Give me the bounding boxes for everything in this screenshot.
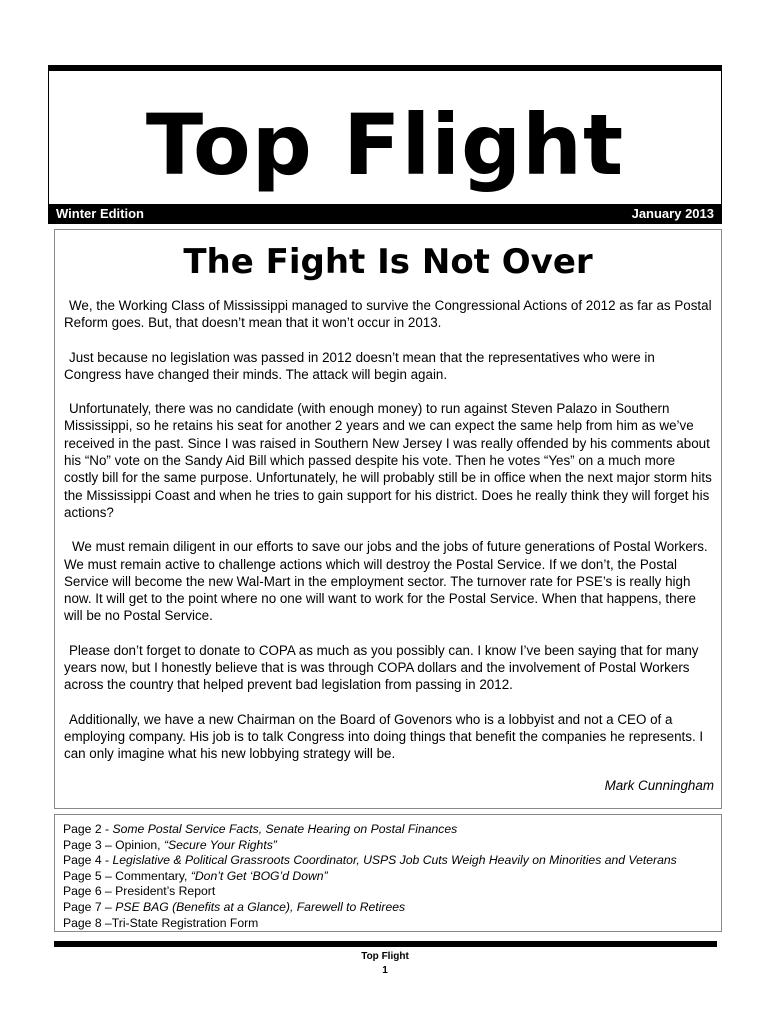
lead-article	[54, 229, 722, 809]
toc-article-title: “Don’t Get ‘BOG’d Down”	[190, 868, 328, 883]
toc-page-label: Page 2 -	[63, 822, 113, 836]
footer-divider	[54, 941, 717, 947]
edition-label: Winter Edition	[56, 206, 144, 221]
toc-entry	[63, 822, 677, 838]
toc-entry	[63, 916, 677, 932]
toc-entry	[63, 869, 677, 885]
footer-title: Top Flight	[361, 951, 409, 962]
article-paragraph: Just because no legislation was passed in 2012 doesn’t mean that the representatives who were in Congress have changed their minds. The attack will begin again.	[64, 349, 655, 382]
toc-page-label: Page 8 –Tri-State Registration Form	[63, 915, 259, 930]
article-body	[64, 297, 713, 780]
toc-page-label: Page 7 –	[63, 899, 116, 914]
toc-entry	[63, 853, 677, 869]
toc-entry	[63, 900, 677, 916]
article-paragraph: Additionally, we have a new Chairman on the Board of Govenors who is a lobbyist and not a CEO of a employing company. His job is to talk Congress into doing things that benefit the companies he represents. I can only imagine what his new lobbying strategy will be.	[64, 711, 704, 762]
toc-page-label: Page 5 – Commentary,	[63, 868, 191, 883]
article-paragraph: Unfortunately, there was no candidate (with enough money) to run against Steven Palazo in Southern Mississippi, so he retains his seat for another 2 years and we can expect the same help from him as we’ve received in the past. Since I was raised in Southern New Jersey I was really offended by his comments about his “No” vote on the Sandy Aid Bill which passed despite his vote. Then he votes “Yes” on a much more costly bill for the same purpose. Unfortunately, he will probably still be in office when the next major storm hits the Mississippi Coast and when he tries to gain support for his district. Does he really think they will forget his actions?	[64, 401, 712, 520]
article-paragraph: We, the Working Class of Mississippi managed to survive the Congressional Actions of 2012 as far as Postal Reform goes. But, that doesn’t mean that it won’t occur in 2013.	[64, 298, 712, 331]
table-of-contents	[54, 814, 722, 932]
newsletter-title: Top Flight	[145, 96, 625, 194]
author-signature: Mark Cunningham	[604, 778, 714, 793]
toc-entry	[63, 884, 677, 900]
toc-article-title: Some Postal Service Facts, Senate Hearing on Postal Finances	[112, 822, 458, 836]
toc-list	[63, 822, 677, 931]
toc-article-title: PSE BAG (Benefits at a Glance), Farewell to Retirees	[115, 899, 406, 914]
edition-bar	[49, 204, 721, 223]
toc-page-label: Page 6 – President’s Report	[63, 884, 216, 899]
page-number: 1	[382, 965, 388, 976]
issue-date: January 2013	[631, 206, 714, 221]
masthead	[48, 65, 722, 224]
toc-article-title: “Secure Your Rights”	[163, 837, 277, 852]
toc-entry	[63, 838, 677, 854]
article-paragraph: Please don’t forget to donate to COPA as much as you possibly can. I know I’ve been saying that for many years now, but I honestly believe that is was through COPA dollars and the involvement of Postal Workers across the country that helped prevent bad legislation from passing in 2012.	[64, 642, 699, 693]
toc-article-title: Legislative & Political Grassroots Coordinator, USPS Job Cuts Weigh Heavily on Minorities and Veterans	[112, 853, 677, 868]
article-headline: The Fight Is Not Over	[183, 242, 593, 282]
toc-page-label: Page 3 – Opinion,	[63, 837, 164, 852]
article-paragraph: We must remain diligent in our efforts to save our jobs and the jobs of future generations of Postal Workers. We must remain active to challenge actions which will destroy the Postal Service. If we don’t, the Postal Service will become the new Wal-Mart in the employment sector. The turnover rate for PSE’s is really high now. It will get to the point where no one will want to work for the Postal Service. When that happens, there will be no Postal Service.	[64, 539, 708, 624]
toc-page-label: Page 4 -	[63, 853, 113, 868]
